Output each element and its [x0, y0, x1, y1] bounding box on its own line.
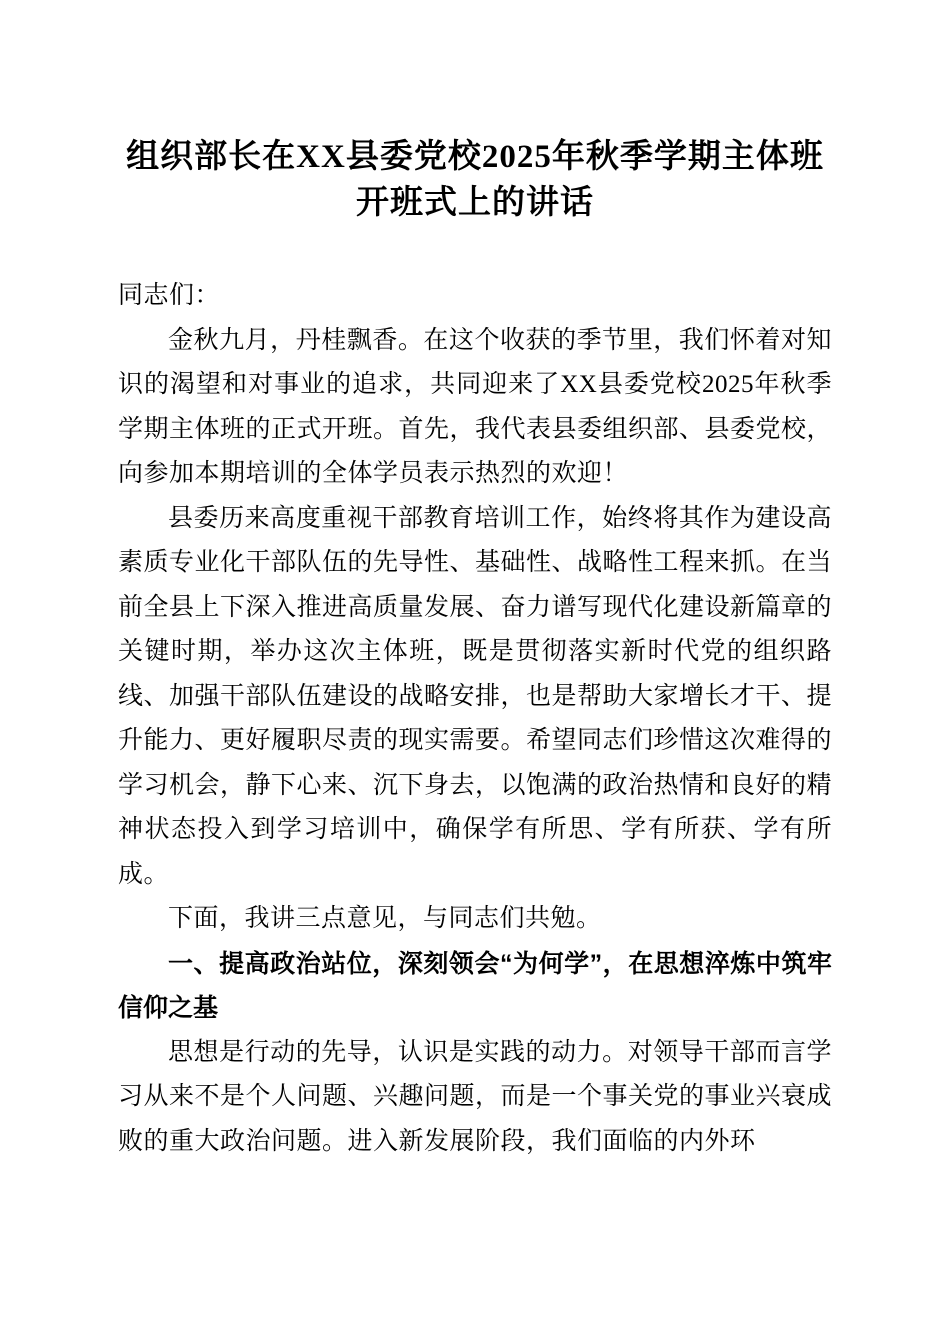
paragraph-importance: 县委历来高度重视干部教育培训工作，始终将其作为建设高素质专业化干部队伍的先导性、基础性、战略性工程来抓。在当前全县上下深入推进高质量发展、奋力谱写现代化建设新篇章的关键时期，举办这次主体班，既是贯彻落实新时代党的组织路线、加强干部队伍建设的战略安排，也是帮助大家增长才干、提升能力、更好履职尽责的现实需要。希望同志们珍惜这次难得的学习机会，静下心来、沉下身去，以饱满的政治热情和良好的精神状态投入到学习培训中，确保学有所思、学有所获、学有所成。 — [118, 504, 833, 888]
section-one-paragraph: 思想是行动的先导，认识是实践的动力。对领导干部而言学习从来不是个人问题、兴趣问题，而是一个事关党的事业兴衰成败的重大政治问题。进入新发展阶段，我们面临的内外环 — [118, 1038, 833, 1155]
document-title: 组织部长在XX县委党校2025年秋季学期主体班开班式上的讲话 — [126, 139, 824, 221]
paragraph-opening: 金秋九月，丹桂飘香。在这个收获的季节里，我们怀着对知识的渴望和对事业的追求，共同迎来了XX县委党校2025年秋季学期主体班的正式开班。首先，我代表县委组织部、县委党校，向参加本期培训的全体学员表示热烈的欢迎！ — [118, 326, 833, 487]
salutation: 同志们： — [118, 282, 221, 309]
section-one-heading: 一、提高政治站位，深刻领会“为何学”，在思想淬炼中筑牢信仰之基 — [118, 949, 832, 1022]
paragraph-transition: 下面，我讲三点意见，与同志们共勉。 — [168, 905, 602, 932]
document-body — [118, 274, 832, 1164]
